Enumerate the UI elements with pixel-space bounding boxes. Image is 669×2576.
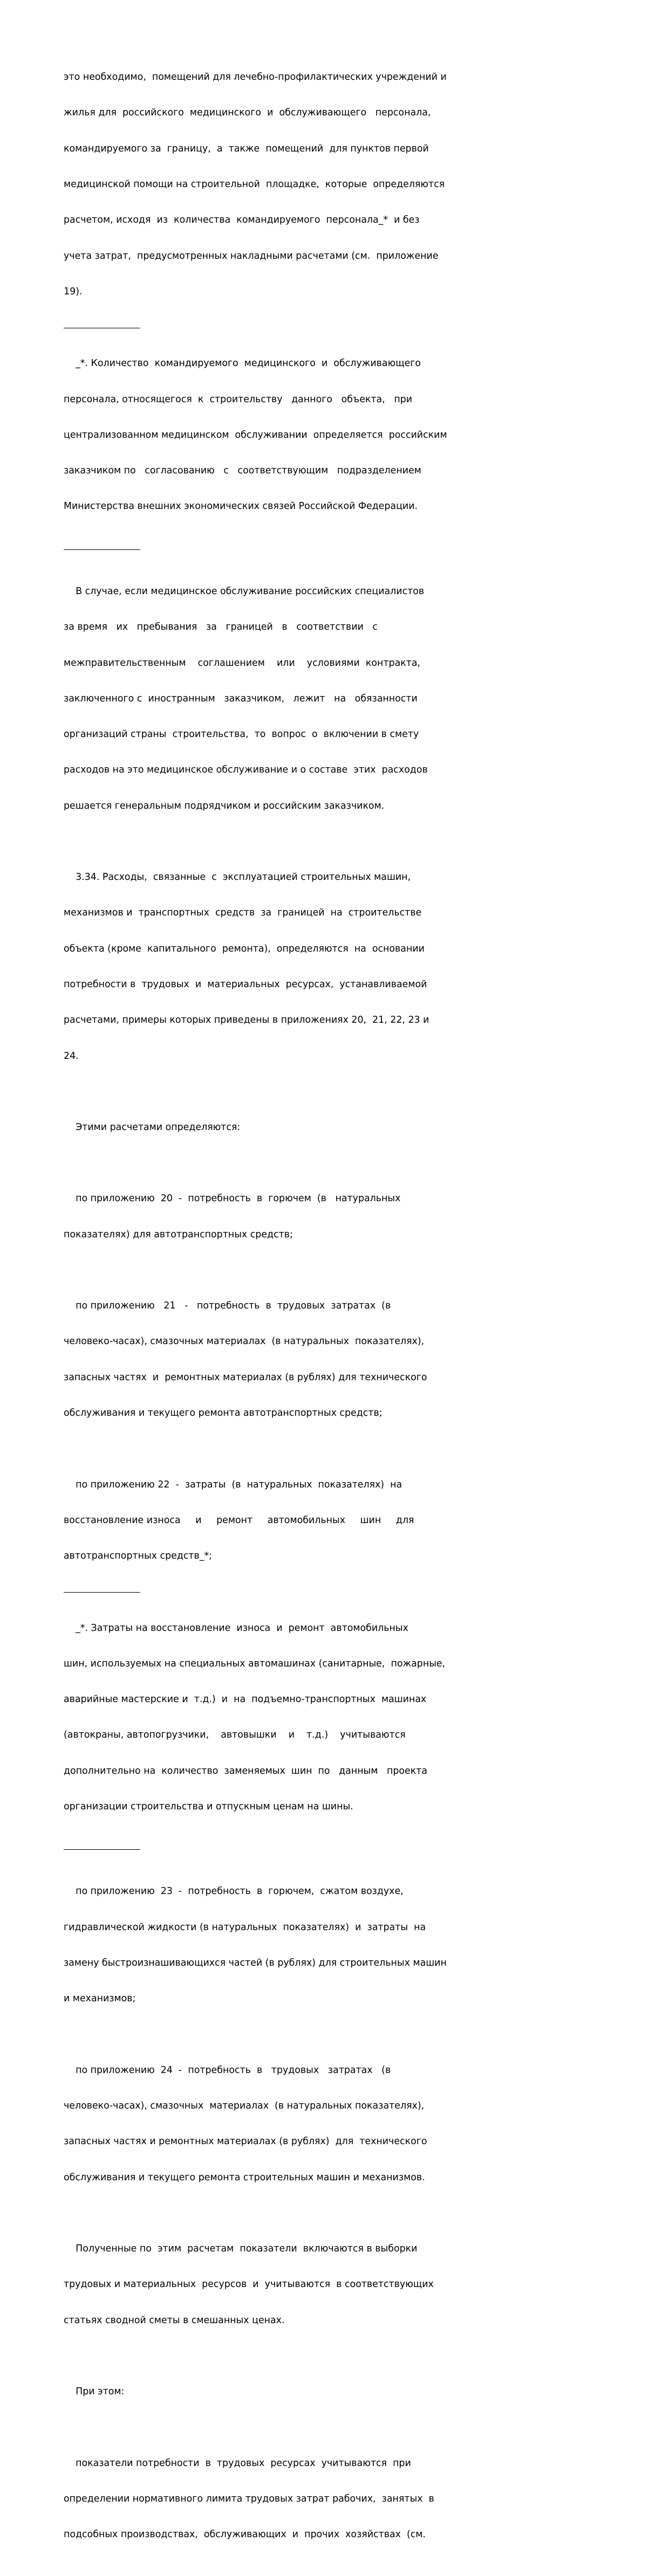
text-line: расходов на это медицинское обслуживание и о составе этих расходов xyxy=(64,764,428,776)
text-line: Министерства внешних экономических связей Российской Федерации. xyxy=(64,501,418,512)
text-line: шин, используемых на специальных автомашинах (санитарные, пожарные, xyxy=(64,1658,446,1669)
paragraph-calculations-intro xyxy=(64,1098,603,1157)
text-line: по приложению 21 - потребность в трудовых затратах (в xyxy=(64,1300,391,1312)
text-line: заключенного с иностранным заказчиком, лежит на обязанности xyxy=(64,693,418,704)
text-line: и механизмов; xyxy=(64,1993,136,2005)
text-line: запасных частях и ремонтных материалах (в рублях) для технического xyxy=(64,1372,427,1383)
text-line: 19). xyxy=(64,286,83,297)
text-line: объекта (кроме капитального ремонта), определяются на основании xyxy=(64,943,425,954)
text-line: персонала, относящегося к строительству данного объекта, при xyxy=(64,394,413,405)
text-line: это необходимо, помещений для лечебно-профилактических учреждений и xyxy=(64,72,447,83)
paragraph-appendix-24 xyxy=(64,2041,603,2207)
paragraph-labor-indicators xyxy=(64,2433,603,2564)
text-line: _*. Затраты на восстановление износа и ремонт автомобильных xyxy=(64,1622,408,1634)
paragraph-appendix-23 xyxy=(64,1862,603,2028)
text-line: учета затрат, предусмотренных накладными расчетами (см. приложение xyxy=(64,250,439,261)
footnote-separator-bottom xyxy=(64,1849,140,1850)
paragraph-premises xyxy=(64,47,603,321)
text-line: аварийные мастерские и т.д.) и на подъемно-транспортных машинах xyxy=(64,1694,427,1705)
text-line: человеко-часах), смазочных материалах (в натуральных показателях), xyxy=(64,1336,425,1347)
text-line: замену быстроизнашивающихся частей (в рублях) для строительных машин xyxy=(64,1957,447,1968)
text-line: Полученные по этим расчетам показатели включаются в выборки xyxy=(64,2243,418,2255)
text-line: (автокраны, автопогрузчики, автовышки и т.д.) учитываются xyxy=(64,1730,406,1741)
text-line: жилья для российского медицинского и обслуживающего персонала, xyxy=(64,107,431,119)
paragraph-appendix-22 xyxy=(64,1455,603,1586)
text-line: межправительственным соглашением или условиями контракта, xyxy=(64,657,421,669)
text-line: человеко-часах), смазочных материалах (в натуральных показателях), xyxy=(64,2100,425,2111)
paragraph-appendix-21 xyxy=(64,1276,603,1443)
text-line: по приложению 23 - потребность в горючем, сжатом воздухе, xyxy=(64,1886,404,1897)
paragraph-appendix-20 xyxy=(64,1169,603,1264)
text-line: обслуживания и текущего ремонта автотранспортных средств; xyxy=(64,1408,383,1419)
text-line: подсобных производствах, обслуживающих и прочих хозяйствах (см. xyxy=(64,2529,426,2540)
paragraph-medical-service xyxy=(64,562,603,836)
text-line: В случае, если медицинское обслуживание российских специалистов xyxy=(64,586,425,597)
text-line: медицинской помощи на строительной площадке, которые определяются xyxy=(64,179,445,190)
text-line: трудовых и материальных ресурсов и учитываются в соответствующих xyxy=(64,2279,434,2290)
text-line: командируемого за границу, а также помещений для пунктов первой xyxy=(64,143,429,154)
text-line: обслуживания и текущего ремонта строительных машин и механизмов. xyxy=(64,2172,425,2183)
text-line: расчетом, исходя из количества командируемого персонала_* и без xyxy=(64,215,420,226)
text-line: механизмов и транспортных средств за границей на строительстве xyxy=(64,907,422,919)
text-line: потребности в трудовых и материальных ресурсах, устанавливаемой xyxy=(64,979,427,990)
footnote-separator-top xyxy=(64,1592,140,1593)
text-line: показателях) для автотранспортных средств; xyxy=(64,1229,293,1240)
text-line: 3.34. Расходы, связанные с эксплуатацией строительных машин, xyxy=(64,872,411,883)
text-line: организации строительства и отпускным ценам на шины. xyxy=(64,1801,353,1812)
document-page xyxy=(64,47,603,2576)
paragraph-moreover xyxy=(64,2362,603,2421)
text-line: запасных частях и ремонтных материалах (в рублях) для технического xyxy=(64,2136,427,2147)
paragraph-indicators-included xyxy=(64,2219,603,2350)
text-line: Этими расчетами определяются: xyxy=(64,1121,241,1133)
text-line: организаций страны строительства, то вопрос о включении в смету xyxy=(64,729,419,740)
text-line: дополнительно на количество заменяемых шин по данным проекта xyxy=(64,1765,428,1776)
footnote-separator-bottom xyxy=(64,549,140,550)
text-line: централизованном медицинском обслуживании определяется российским xyxy=(64,429,447,440)
text-line: автотранспортных средств_*; xyxy=(64,1551,213,1562)
text-line: показатели потребности в трудовых ресурсах учитываются при xyxy=(64,2457,411,2469)
text-line: восстановление износа и ремонт автомобильных шин для xyxy=(64,1514,414,1526)
text-line: по приложению 22 - затраты (в натуральных показателях) на xyxy=(64,1479,402,1490)
paragraph-3-34 xyxy=(64,848,603,1086)
footnote-personnel xyxy=(64,334,603,536)
text-line: по приложению 20 - потребность в горючем (в натуральных xyxy=(64,1193,401,1204)
text-line: по приложению 24 - потребность в трудовых затратах (в xyxy=(64,2064,391,2076)
text-line: расчетами, примеры которых приведены в приложениях 20, 21, 22, 23 и xyxy=(64,1015,429,1026)
text-line: решается генеральным подрядчиком и российским заказчиком. xyxy=(64,800,385,811)
footnote-tires xyxy=(64,1598,603,1836)
text-line: заказчиком по согласованию с соответствующим подразделением xyxy=(64,465,421,477)
text-line: за время их пребывания за границей в соответствии с xyxy=(64,622,378,633)
text-line: _*. Количество командируемого медицинского и обслуживающего xyxy=(64,358,421,369)
text-line: статьях сводной сметы в смешанных ценах. xyxy=(64,2315,285,2326)
text-line: 24. xyxy=(64,1050,79,1062)
text-line: определении нормативного лимита трудовых затрат рабочих, занятых в xyxy=(64,2493,434,2504)
text-line: При этом: xyxy=(64,2386,125,2398)
text-line: гидравлической жидкости (в натуральных показателях) и затраты на xyxy=(64,1921,426,1933)
